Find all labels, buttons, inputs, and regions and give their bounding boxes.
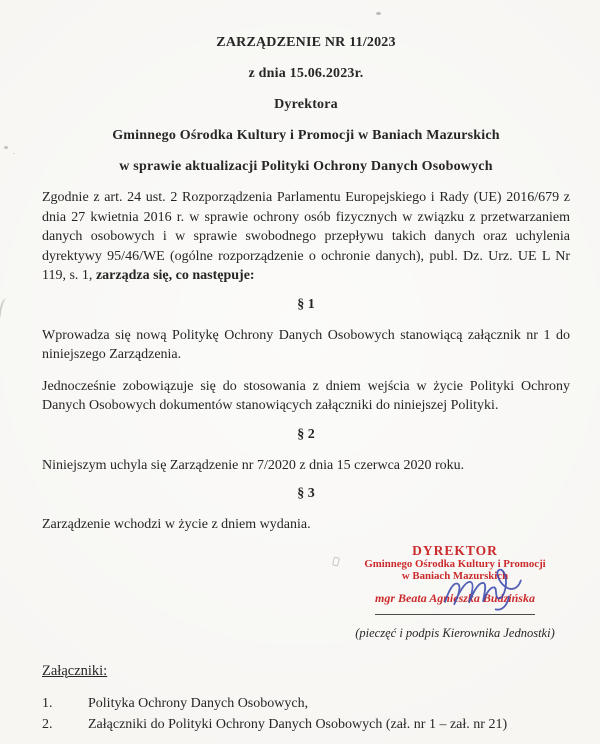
stamp-org-line-1: Gminnego Ośrodka Kultury i Promocji — [364, 557, 546, 570]
issuer-role: Dyrektora — [274, 97, 338, 112]
section-2-paragraph-1: Niniejszym uchyla się Zarządzenie nr 7/2020 z dnia 15 czerwca 2020 roku. — [42, 457, 465, 473]
intro-paragraph — [42, 188, 570, 286]
signature-caption: (pieczęć i podpis Kierownika Jednostki) — [355, 625, 555, 640]
stamp-signer-name: mgr Beata Agnieszka Budzińska — [375, 590, 535, 605]
intro-text: Zgodnie z art. 24 ust. 2 Rozporządzenia Parlamentu Europejskiego i Rady (UE) 2016/679 z dnia 27 kwietnia 2016 r. w sprawie ochrony osób fizycznych w związku z przetwarzaniem danych osobowych i w sprawie swobodnego przepływu takich danych oraz uchylenia dyrektywy 95/46/WE (ogólne rozporządzenie o ochronie danych), publ. Dz. Urz. UE L Nr 119, s. 1, — [42, 190, 570, 283]
document-title: ZARZĄDZENIE NR 11/2023 — [216, 35, 396, 50]
scan-mark — [332, 556, 340, 566]
section-1-heading: § 1 — [297, 296, 315, 312]
stamp-role: DYREKTOR — [412, 542, 498, 558]
attachments-section — [42, 662, 570, 735]
attachment-number: 2. — [42, 717, 53, 732]
scan-speck — [376, 12, 381, 15]
attachments-heading: Załączniki: — [42, 662, 108, 679]
section-1-paragraph-2: Jednocześnie zobowiązuje się do stosowania z dniem wejścia w życie Polityki Ochrony Danych Osobowych dokumentów stanowiących załączniki do niniejszej Polityki. — [42, 378, 570, 413]
issuer-organization: Gminnego Ośrodka Kultury i Promocji w Baniach Mazurskich — [112, 128, 500, 143]
attachments-list — [42, 694, 570, 735]
signature-line — [375, 614, 535, 615]
attachment-item — [42, 694, 570, 714]
scan-speck — [4, 146, 8, 149]
attachment-number: 1. — [42, 695, 53, 711]
attachment-text: Załączniki do Polityki Ochrony Danych Osobowych (zał. nr 1 – zał. nr 21) — [88, 717, 508, 732]
document-subject: w sprawie aktualizacji Polityki Ochrony Danych Osobowych — [119, 159, 493, 174]
section-2-heading: § 2 — [297, 426, 315, 442]
attachment-item — [42, 715, 570, 735]
scan-smudge — [0, 297, 9, 318]
section-3-paragraph-1: Zarządzenie wchodzi w życie z dniem wydania. — [42, 517, 311, 532]
stamp-org-line-2: w Baniach Mazurskich — [401, 569, 509, 582]
attachment-text: Polityka Ochrony Danych Osobowych, — [88, 695, 309, 711]
document-date-line: z dnia 15.06.2023r. — [248, 66, 364, 81]
signature-block — [340, 543, 570, 641]
intro-bold-clause: zarządza się, co następuje: — [95, 268, 255, 283]
section-1-paragraph-1: Wprowadza się nową Politykę Ochrony Danych Osobowych stanowiącą załącznik nr 1 do niniejszego Zarządzenia. — [42, 327, 570, 362]
section-3-heading: § 3 — [297, 486, 315, 501]
